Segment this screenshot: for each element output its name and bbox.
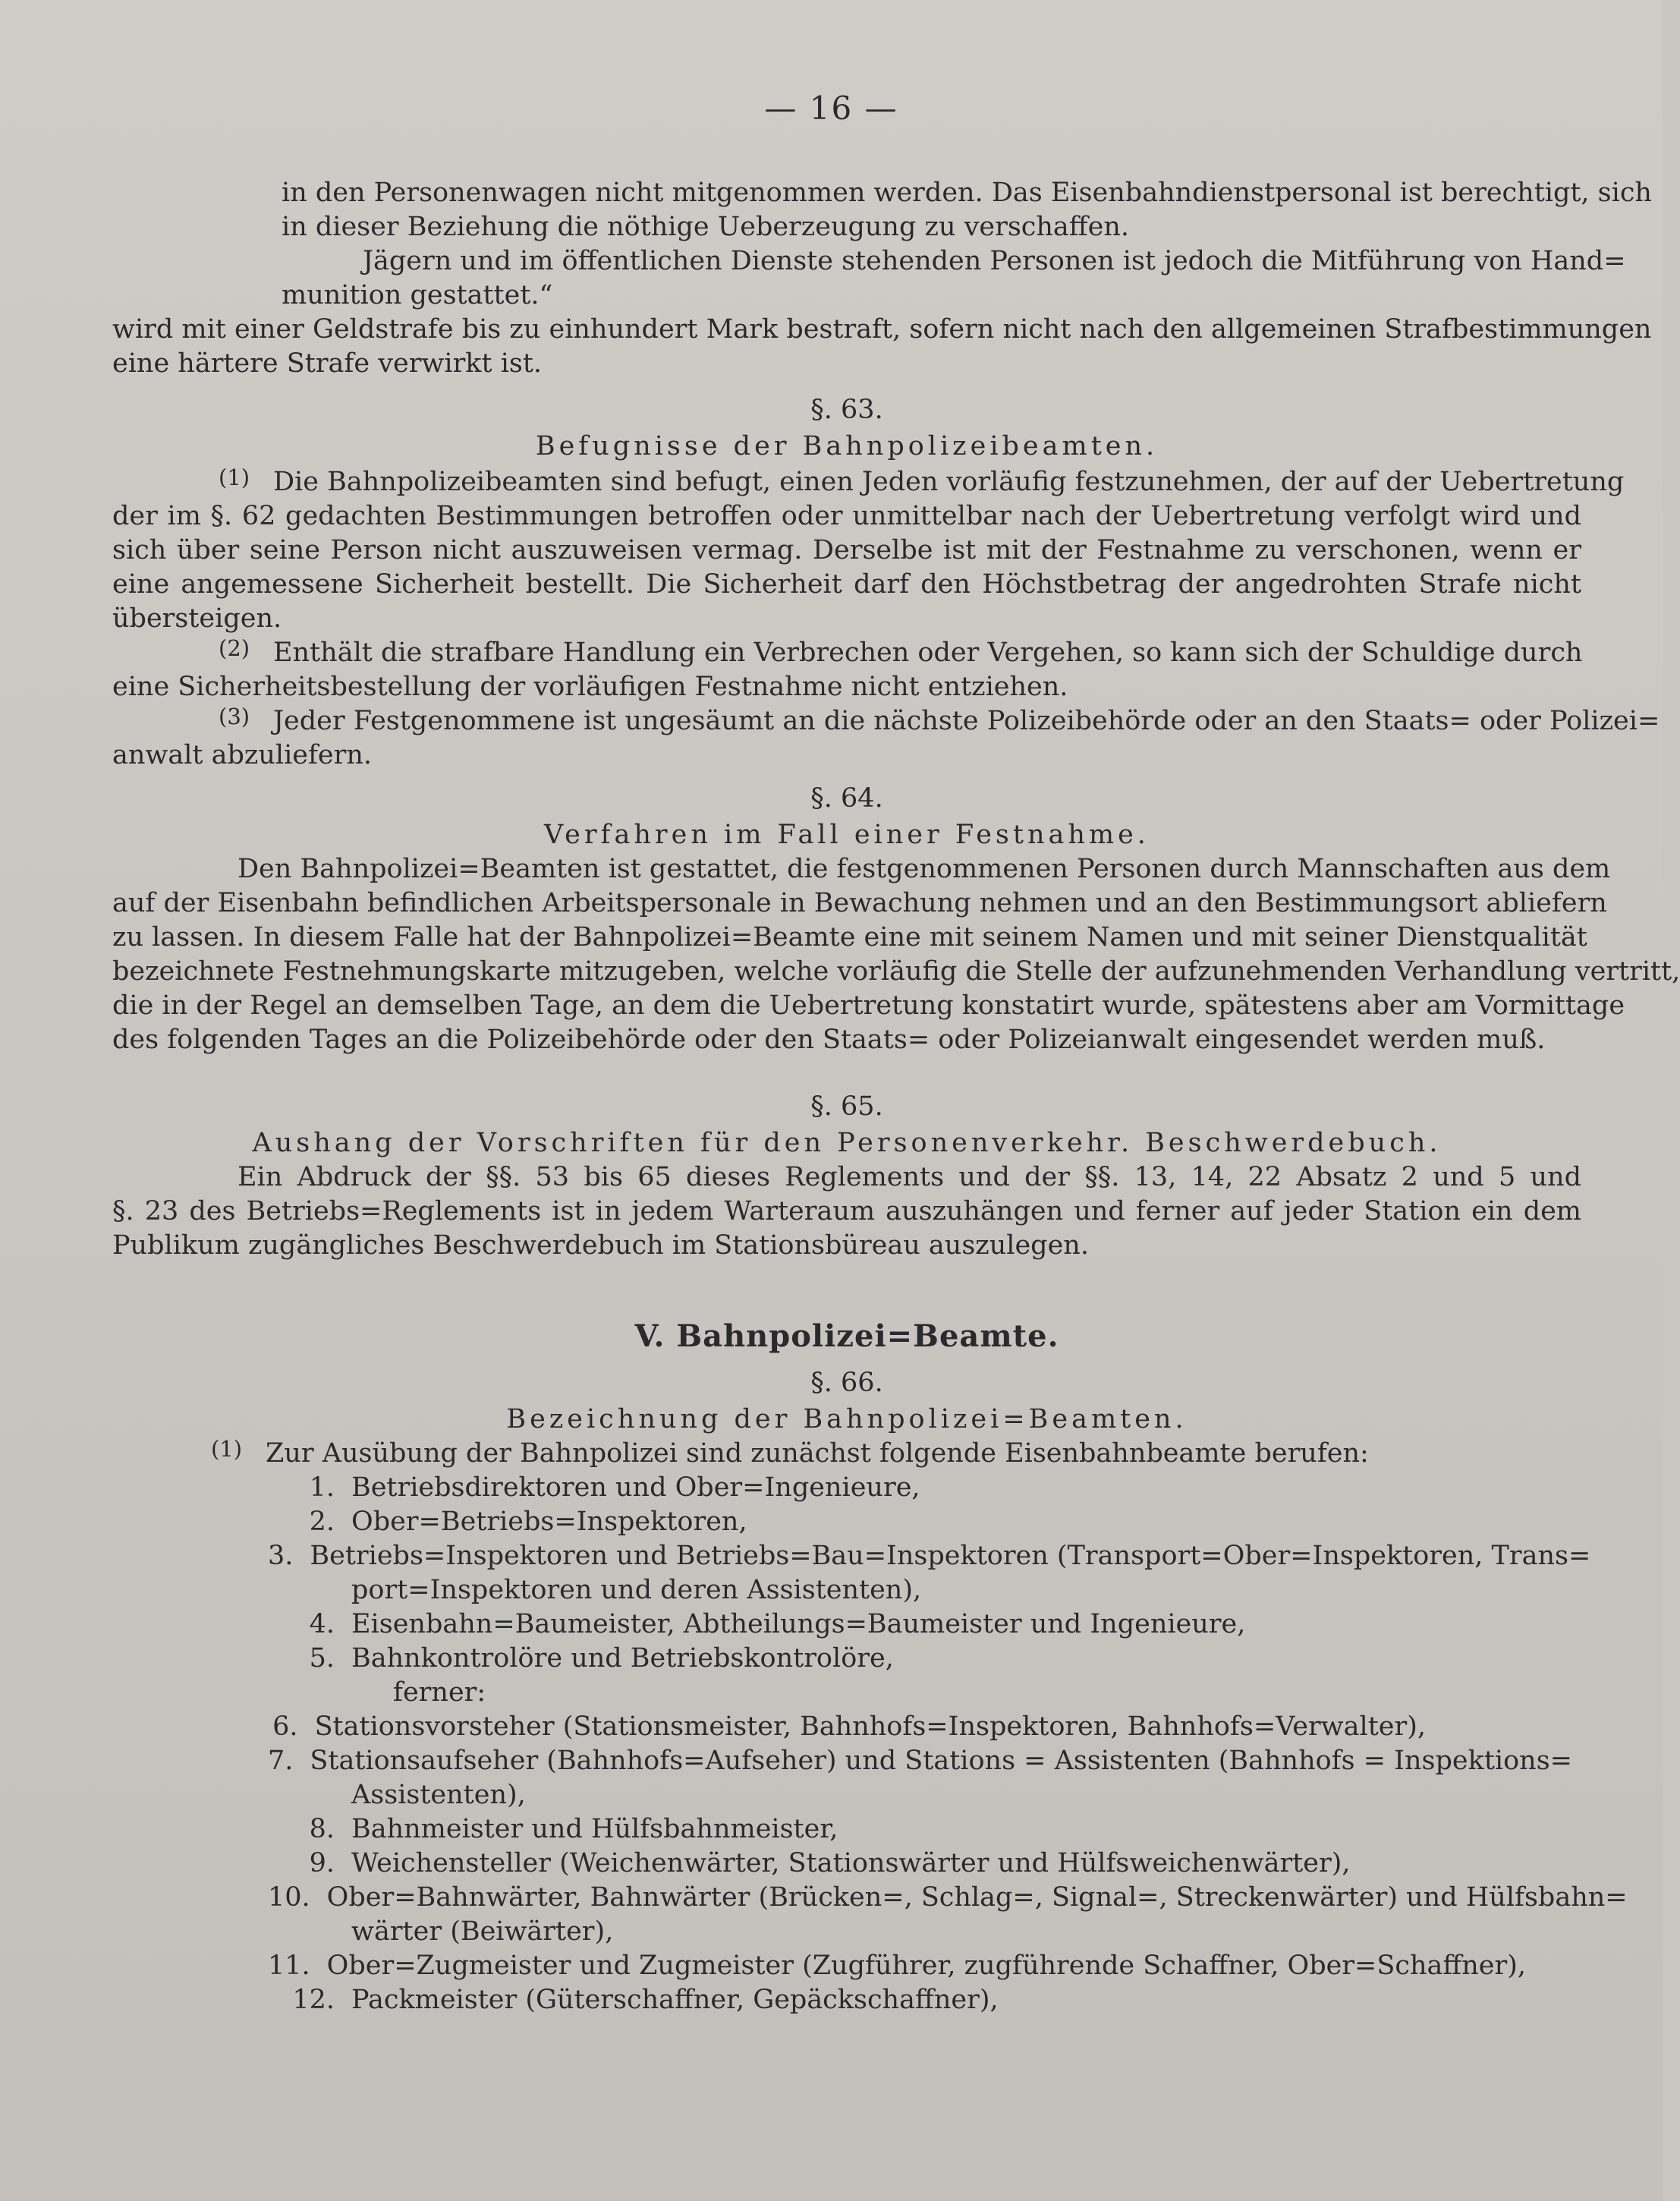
paragraph-number: (1) bbox=[211, 1436, 243, 1462]
paragraph-number: (1) bbox=[219, 464, 250, 490]
list-number: 1. bbox=[309, 1472, 335, 1503]
paragraph-number: (2) bbox=[219, 635, 250, 661]
section-65 bbox=[112, 1090, 1581, 1263]
paragraph-line: eine Sicherheitsbestellung der vorläufigen Festnahme nicht entziehen. bbox=[112, 672, 1068, 702]
paragraph-line bbox=[112, 464, 1625, 499]
paragraph-line: Den Bahnpolizei=Beamten ist gestattet, die festgenommenen Personen durch Mannschaften aus dem bbox=[238, 854, 1611, 884]
intro-block bbox=[112, 176, 1652, 381]
chapter-heading: V. Bahnpolizei=Beamte. bbox=[634, 1318, 1059, 1354]
list-number: 3. bbox=[268, 1541, 294, 1571]
paragraph-line: die in der Regel an demselben Tage, an dem die Uebertretung konstatirt wurde, spätestens aber am Vormittage bbox=[112, 990, 1625, 1021]
paragraph-text: Enthält die strafbare Handlung ein Verbrechen oder Vergehen, so kann sich der Schuldige durch bbox=[273, 638, 1583, 668]
paragraph-line: Ein Abdruck der §§. 53 bis 65 dieses Reglements und der §§. 13, 14, 22 Absatz 2 und 5 und bbox=[238, 1162, 1581, 1192]
list-item bbox=[268, 1642, 1426, 1676]
list-number: 6. bbox=[272, 1711, 298, 1742]
paragraph-line: sich über seine Person nicht auszuweisen vermag. Derselbe ist mit der Festnahme zu verschonen, wenn er bbox=[112, 535, 1581, 565]
list-number: 4. bbox=[309, 1609, 335, 1639]
paragraph-line: übersteigen. bbox=[112, 603, 282, 634]
list-text: Stationsaufseher (Bahnhofs=Aufseher) und Stations = Assistenten (Bahnhofs = Inspektions= bbox=[310, 1746, 1572, 1776]
section-66 bbox=[112, 1366, 1628, 2017]
list-text: Betriebsdirektoren und Ober=Ingenieure, bbox=[351, 1472, 920, 1503]
paragraph-line: der im §. 62 gedachten Bestimmungen betroffen oder unmittelbar nach der Uebertretung verfolgt wird und bbox=[112, 501, 1581, 531]
list-number: 10. bbox=[268, 1882, 310, 1913]
list-number: 9. bbox=[309, 1848, 335, 1878]
paragraph-line: anwalt abzuliefern. bbox=[112, 740, 373, 770]
paragraph-line: §. 23 des Betriebs=Reglements ist in jedem Warteraum auszuhängen und ferner auf jeder Station ein dem bbox=[112, 1196, 1581, 1226]
list-text: Packmeister (Güterschaffner, Gepäckschaffner), bbox=[351, 1985, 999, 2015]
section-63 bbox=[112, 393, 1660, 773]
paragraph-line: des folgenden Tages an die Polizeibehörde oder den Staats= oder Polizeianwalt eingesendet werden muß. bbox=[112, 1025, 1546, 1055]
list-number: 12. bbox=[292, 1985, 335, 2015]
paragraph-text: Jeder Festgenommene ist ungesäumt an die nächste Polizeibehörde oder an den Staats= oder Polizei= bbox=[273, 706, 1660, 736]
list-item bbox=[268, 1881, 1628, 1915]
list-item bbox=[268, 1710, 1426, 1744]
list-text: Betriebs=Inspektoren und Betriebs=Bau=Inspektoren (Transport=Ober=Inspektoren, Trans= bbox=[310, 1541, 1591, 1571]
paragraph-number: (3) bbox=[219, 704, 250, 729]
section-title: Befugnisse der Bahnpolizeibeamten. bbox=[535, 431, 1159, 461]
text-line: in dieser Beziehung die nöthige Ueberzeugung zu verschaffen. bbox=[282, 212, 1130, 242]
section-number: §. 66. bbox=[810, 1368, 883, 1398]
page-number: — 16 — bbox=[764, 90, 898, 127]
list-number: 8. bbox=[309, 1814, 335, 1844]
section-number: §. 64. bbox=[810, 783, 883, 814]
paragraph-text: Zur Ausübung der Bahnpolizei sind zunächst folgende Eisenbahnbeamte berufen: bbox=[266, 1438, 1369, 1469]
list-item bbox=[268, 1744, 1572, 1778]
paragraph-line bbox=[112, 636, 1581, 670]
paragraph-line: auf der Eisenbahn befindlichen Arbeitspersonale in Bewachung nehmen und an den Bestimmungsort abliefern bbox=[112, 888, 1607, 918]
paragraph-line: bezeichnete Festnehmungskarte mitzugeben, welche vorläufig die Stelle der aufzunehmenden Verhandlung vertritt, bbox=[112, 956, 1680, 987]
text-line: munition gestattet.“ bbox=[282, 280, 553, 310]
list-number: 5. bbox=[309, 1643, 335, 1674]
list-item bbox=[268, 1812, 1426, 1847]
paragraph-line bbox=[112, 704, 1660, 738]
list-text: Bahnmeister und Hülfsbahnmeister, bbox=[351, 1814, 838, 1844]
paragraph-text: Die Bahnpolizeibeamten sind befugt, einen Jeden vorläufig festzunehmen, der auf der Uebertretung bbox=[273, 467, 1625, 497]
list-item bbox=[268, 1539, 1591, 1573]
list-text: Weichensteller (Weichenwärter, Stationswärter und Hülfsweichenwärter), bbox=[351, 1848, 1351, 1878]
list-item-continuation: Assistenten), bbox=[351, 1780, 526, 1810]
paragraph-line bbox=[112, 1437, 1581, 1471]
paragraph-line: eine angemessene Sicherheit bestellt. Die Sicherheit darf den Höchstbetrag der angedrohten Strafe nicht bbox=[112, 569, 1581, 600]
list-item-continuation: port=Inspektoren und deren Assistenten), bbox=[351, 1575, 922, 1605]
list-text: Stationsvorsteher (Stationsmeister, Bahnhofs=Inspektoren, Bahnhofs=Verwalter), bbox=[314, 1711, 1426, 1742]
section-title: Bezeichnung der Bahnpolizei=Beamten. bbox=[506, 1404, 1188, 1434]
officials-list bbox=[112, 1471, 1628, 2017]
text-line: eine härtere Strafe verwirkt ist. bbox=[112, 348, 543, 379]
ferner-label: ferner: bbox=[393, 1677, 486, 1708]
list-number: 2. bbox=[309, 1507, 335, 1537]
list-text: Bahnkontrolöre und Betriebskontrolöre, bbox=[351, 1643, 894, 1674]
list-item bbox=[268, 1847, 1426, 1881]
section-title: Aushang der Vorschriften für den Personenverkehr. Beschwerdebuch. bbox=[252, 1128, 1442, 1158]
list-item bbox=[268, 1505, 1426, 1539]
list-item-continuation: wärter (Beiwärter), bbox=[351, 1916, 614, 1947]
list-item bbox=[268, 1607, 1426, 1642]
text-line: in den Personenwagen nicht mitgenommen werden. Das Eisenbahndienstpersonal ist berechtigt, sich bbox=[282, 178, 1652, 208]
text-line: wird mit einer Geldstrafe bis zu einhundert Mark bestraft, sofern nicht nach den allgemeinen Strafbestimmungen bbox=[112, 314, 1652, 345]
paragraph-line: Publikum zugängliches Beschwerdebuch im Stationsbüreau auszulegen. bbox=[112, 1230, 1089, 1261]
list-text: Ober=Betriebs=Inspektoren, bbox=[351, 1507, 747, 1537]
section-title: Verfahren im Fall einer Festnahme. bbox=[544, 820, 1150, 850]
list-text: Ober=Bahnwärter, Bahnwärter (Brücken=, Schlag=, Signal=, Streckenwärter) und Hülfsbahn= bbox=[326, 1882, 1628, 1913]
list-item bbox=[268, 1471, 1426, 1505]
chapter-v bbox=[112, 1317, 1581, 1356]
list-number: 7. bbox=[268, 1746, 294, 1776]
paragraph-line: zu lassen. In diesem Falle hat der Bahnpolizei=Beamte eine mit seinem Namen und mit seiner Dienstqualität bbox=[112, 922, 1587, 953]
list-text: Ober=Zugmeister und Zugmeister (Zugführer, zugführende Schaffner, Ober=Schaffner), bbox=[326, 1951, 1526, 1981]
list-item bbox=[268, 1983, 1426, 2017]
section-64 bbox=[112, 782, 1680, 1057]
section-number: §. 65. bbox=[810, 1091, 883, 1122]
list-number: 11. bbox=[268, 1951, 310, 1981]
list-item bbox=[268, 1949, 1526, 1983]
section-number: §. 63. bbox=[810, 395, 883, 425]
text-line: Jägern und im öffentlichen Dienste stehenden Personen ist jedoch die Mitführung von Hand= bbox=[363, 246, 1626, 276]
list-text: Eisenbahn=Baumeister, Abtheilungs=Baumeister und Ingenieure, bbox=[351, 1609, 1246, 1639]
